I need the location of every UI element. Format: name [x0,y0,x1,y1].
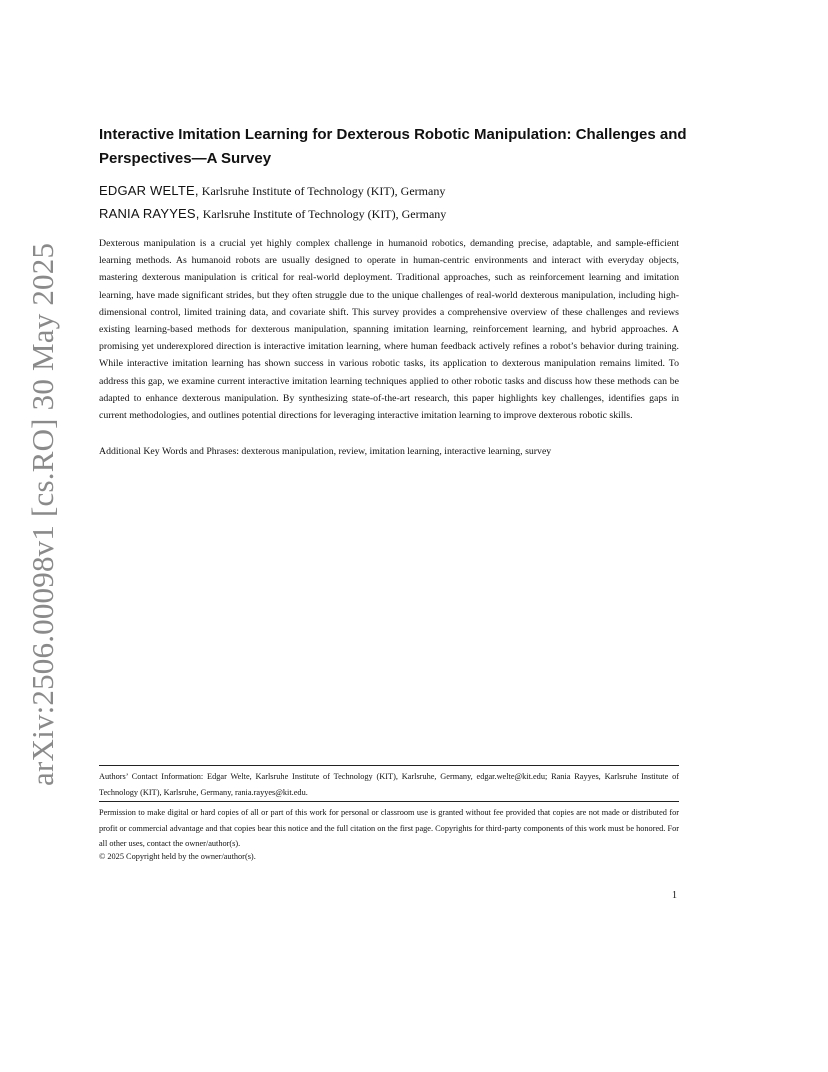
author-line-2 [99,206,446,222]
author-name: RANIA RAYYES, [99,206,200,221]
arxiv-identifier-stamp: arXiv:2506.00098v1 [cs.RO] 30 May 2025 [25,242,60,786]
paper-title: Interactive Imitation Learning for Dexterous Robotic Manipulation: Challenges and Perspectives—A Survey [99,126,687,167]
permission-divider [99,801,679,802]
keywords-line: Additional Key Words and Phrases: dexterous manipulation, review, imitation learning, interactive learning, survey [99,446,552,457]
abstract-paragraph: Dexterous manipulation is a crucial yet highly complex challenge in humanoid robotics, demanding precise, adaptable, and sample-efficient learning methods. As humanoid robots are usually designed to operate in human-centric environments and interact with everyday objects, mastering dexterous manipulation is critical for real-world deployment. Traditional approaches, such as reinforcement learning and imitation learning, have made significant strides, but they often struggle due to the unique challenges of real-world dexterous manipulation, including high-dimensional control, limited training data, and covariate shift. This survey provides a comprehensive overview of these challenges and reviews existing learning-based methods for dexterous manipulation, spanning imitation learning, reinforcement learning, and hybrid approaches. A promising yet underexplored direction is interactive imitation learning, where human feedback actively refines a robot’s behavior during training. While interactive imitation learning has shown success in various robotic tasks, its application to dexterous manipulation remains limited. To address this gap, we examine current interactive imitation learning techniques applied to other robotic tasks and discuss how these methods can be adapted to enhance dexterous manipulation. By synthesizing state-of-the-art research, this paper highlights key challenges, identifies gaps in current methodologies, and outlines potential directions for leveraging interactive imitation learning to improve dexterous robotic skills. [99,238,679,422]
contact-information-footnote: Authors’ Contact Information: Edgar Welte, Karlsruhe Institute of Technology (KIT), Karlsruhe, Germany, edgar.welte@kit.edu; Rania Rayyes, Karlsruhe Institute of Technology (KIT), Karlsruhe, Germany, rania.rayyes@kit.edu. [99,772,679,797]
copyright-notice: © 2025 Copyright held by the owner/author(s). [99,852,256,861]
author-affiliation: Karlsruhe Institute of Technology (KIT), Germany [202,207,447,221]
permission-notice-footnote: Permission to make digital or hard copies of all or part of this work for personal or classroom use is granted without fee provided that copies are not made or distributed for profit or commercial advantage and that copies bear this notice and the full citation on the first page. Copyrights for third-party components of this work must be honored. For all other uses, contact the owner/author(s). [99,808,679,848]
author-line-1 [99,183,445,199]
author-name: EDGAR WELTE, [99,183,199,198]
author-affiliation: Karlsruhe Institute of Technology (KIT), Germany [201,184,446,198]
footnote-divider [99,765,679,766]
page-number: 1 [672,890,677,901]
